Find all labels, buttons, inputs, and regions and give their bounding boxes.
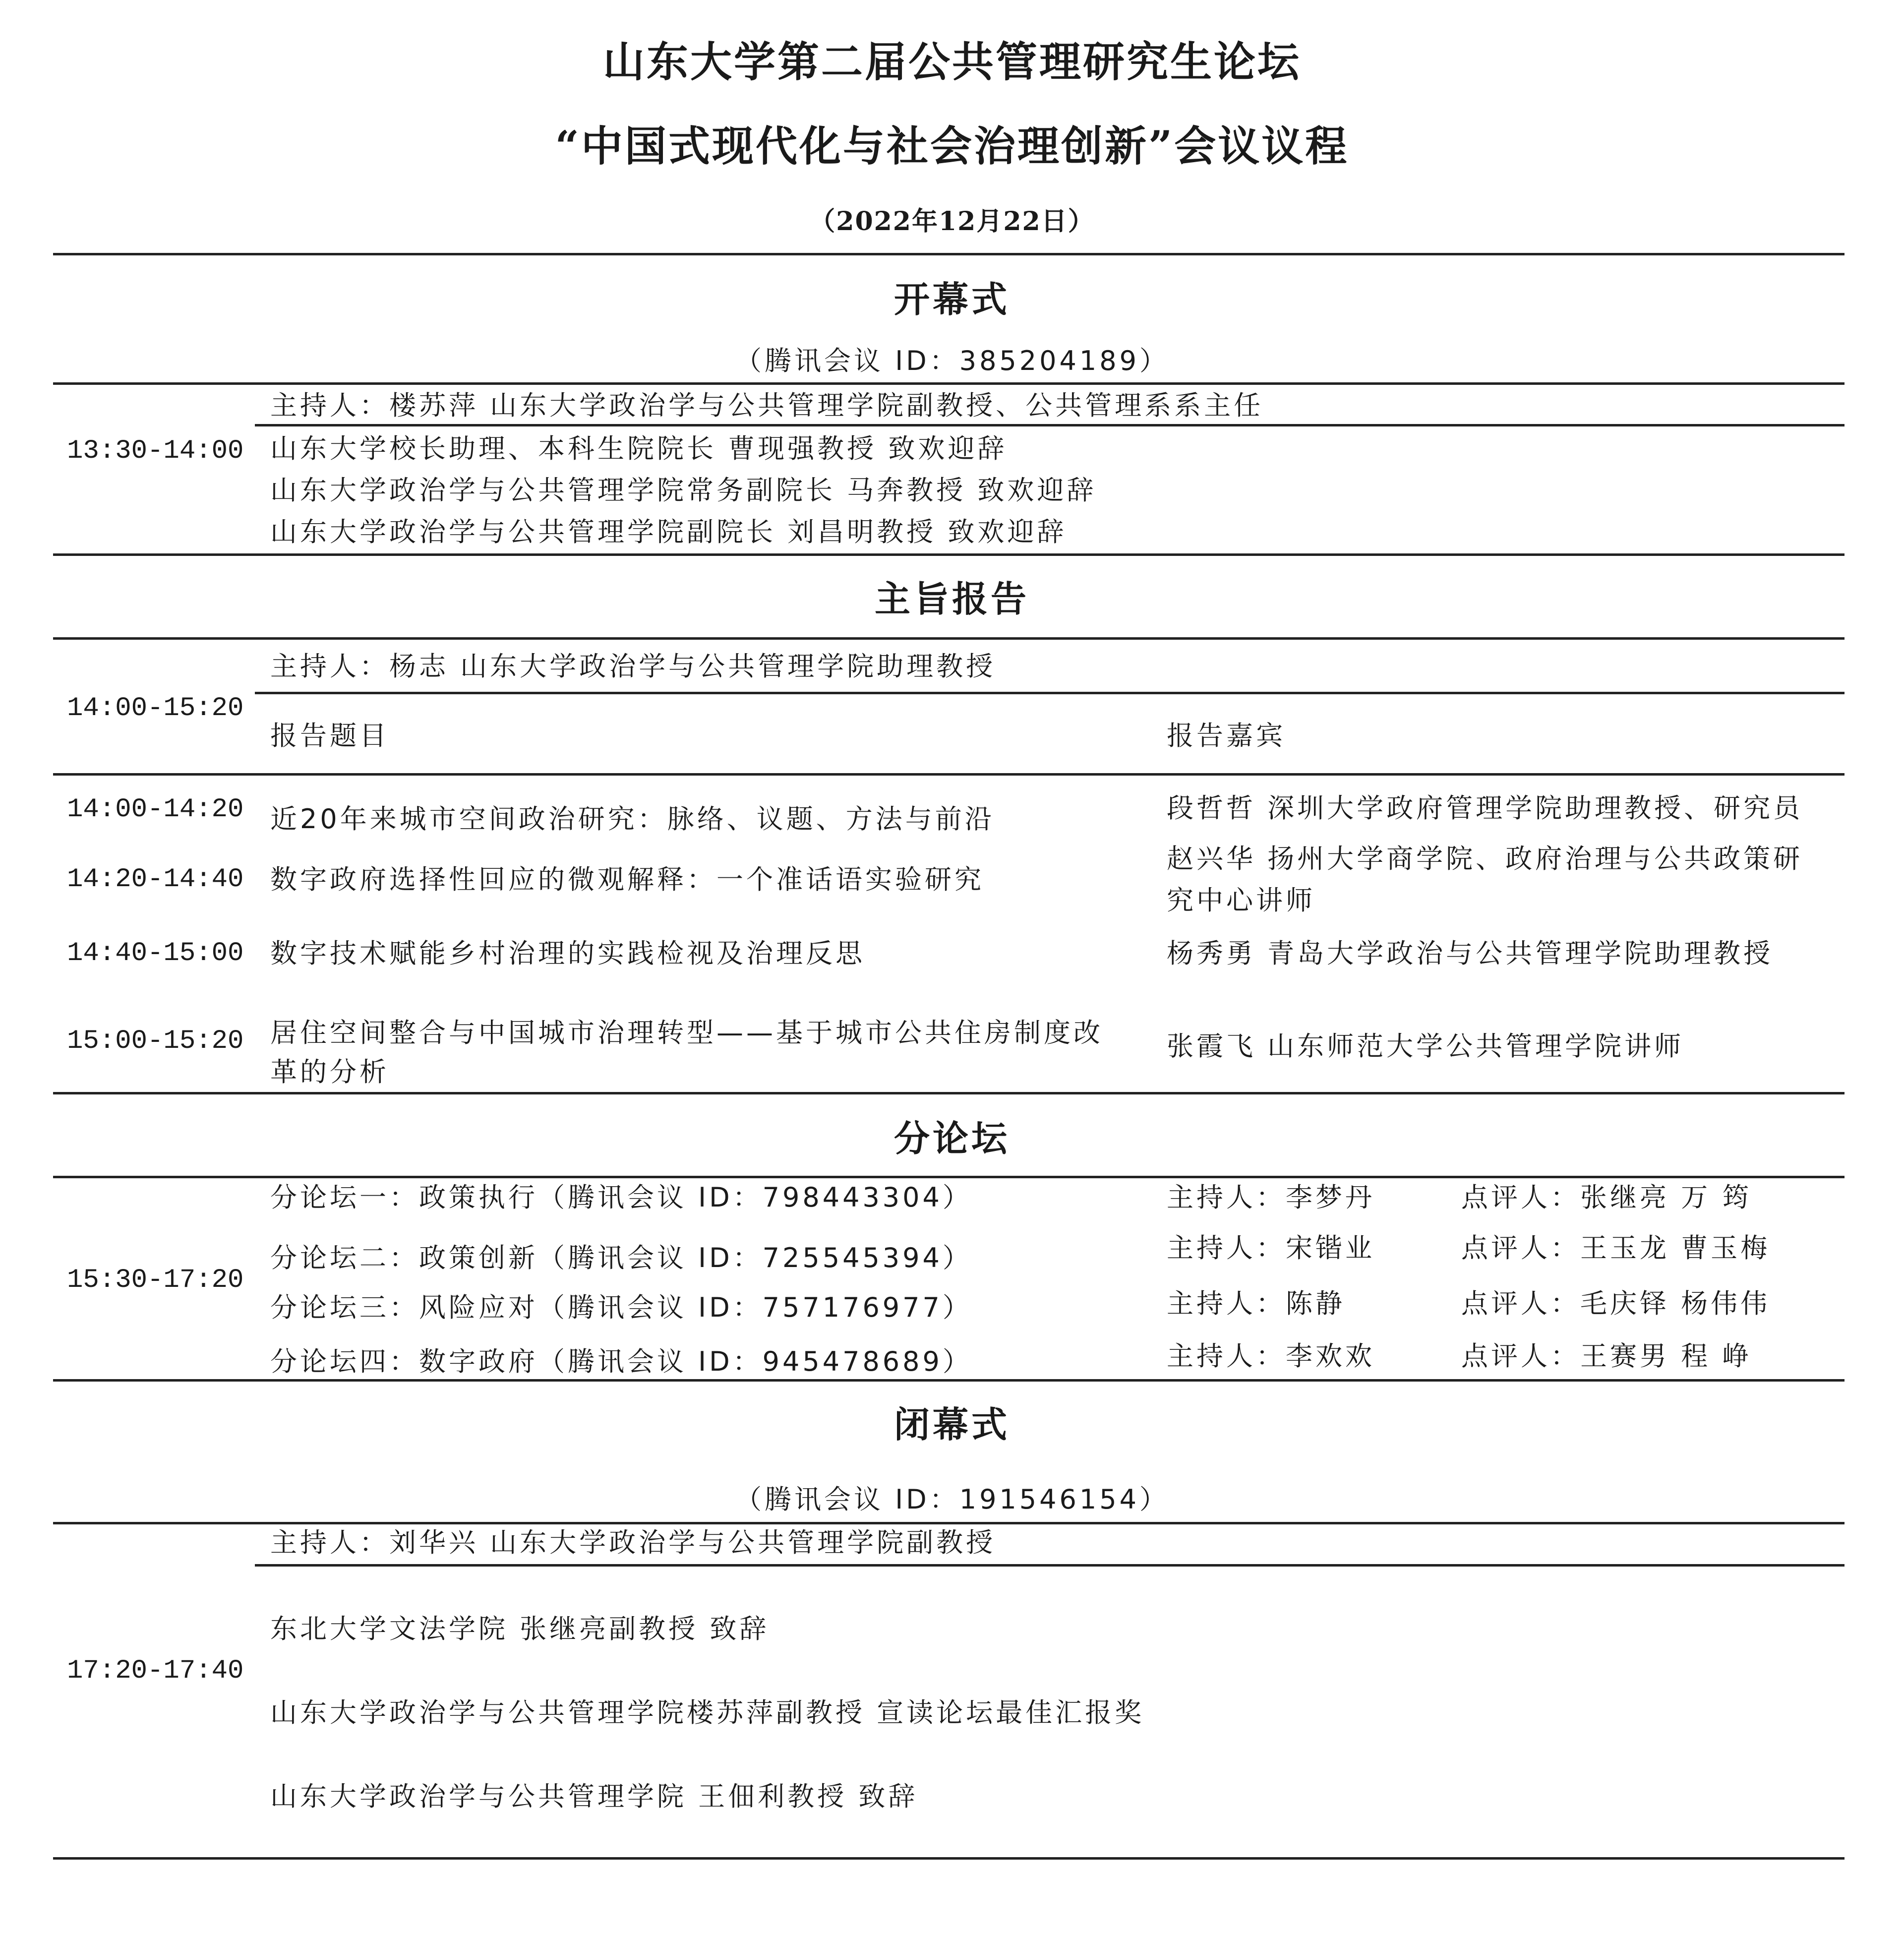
section-heading: 开幕式 [893, 278, 1010, 320]
talk-speaker-cont: 究中心讲师 [1167, 885, 1315, 916]
forum-host: 主持人：宋锴业 [1167, 1232, 1375, 1264]
talk-time: 15:00-15:20 [67, 1026, 244, 1056]
forum-reviewers: 点评人：张继亮 万 筠 [1461, 1182, 1752, 1213]
talk-time: 14:40-15:00 [67, 938, 244, 968]
section-heading: 主旨报告 [874, 578, 1029, 620]
divider [53, 382, 1844, 385]
forum-name: 分论坛二：政策创新（腾讯会议 ID：725545394） [270, 1242, 972, 1273]
talk-topic: 近20年来城市空间政治研究：脉络、议题、方法与前沿 [270, 803, 995, 835]
talk-topic: 数字政府选择性回应的微观解释：一个准话语实验研究 [270, 864, 984, 895]
divider [53, 553, 1844, 556]
talk-speaker: 张霞飞 山东师范大学公共管理学院讲师 [1167, 1030, 1684, 1062]
time-slot: 15:30-17:20 [67, 1265, 244, 1295]
forum-name: 分论坛一：政策执行（腾讯会议 ID：798443304） [270, 1182, 972, 1213]
talk-speaker: 段哲哲 深圳大学政府管理学院助理教授、研究员 [1167, 792, 1803, 824]
meeting-id: （腾讯会议 ID：191546154） [735, 1484, 1169, 1515]
divider [53, 1857, 1844, 1860]
forum-name: 分论坛四：数字政府（腾讯会议 ID：945478689） [270, 1346, 972, 1377]
divider [53, 1379, 1844, 1382]
talk-time: 14:20-14:40 [67, 864, 244, 895]
speech-item: 山东大学政治学与公共管理学院常务副院长 马奔教授 致欢迎辞 [270, 475, 1097, 506]
forum-host: 主持人：陈静 [1167, 1288, 1345, 1319]
time-slot: 14:00-15:20 [67, 693, 244, 724]
time-slot: 13:30-14:00 [67, 436, 244, 466]
divider [53, 1522, 1844, 1524]
meeting-id: （腾讯会议 ID：385204189） [735, 345, 1169, 376]
speech-item: 山东大学政治学与公共管理学院 王佃利教授 致辞 [270, 1781, 918, 1812]
divider [255, 1564, 1844, 1567]
talk-speaker: 杨秀勇 青岛大学政治与公共管理学院助理教授 [1167, 938, 1774, 969]
divider [53, 1092, 1844, 1094]
forum-host: 主持人：李梦丹 [1167, 1182, 1375, 1213]
talk-topic: 居住空间整合与中国城市治理转型——基于城市公共住房制度改 [270, 1017, 1103, 1048]
title-line-2: “中国式现代化与社会治理创新”会议议程 [555, 121, 1349, 171]
forum-reviewers: 点评人：毛庆铎 杨伟伟 [1461, 1288, 1771, 1319]
divider [53, 773, 1844, 776]
forum-reviewers: 点评人：王玉龙 曹玉梅 [1461, 1232, 1771, 1264]
talk-time: 14:00-14:20 [67, 794, 244, 825]
speech-item: 山东大学政治学与公共管理学院副院长 刘昌明教授 致欢迎辞 [270, 516, 1067, 547]
divider [255, 424, 1844, 426]
divider [255, 692, 1844, 694]
forum-name: 分论坛三：风险应对（腾讯会议 ID：757176977） [270, 1292, 972, 1323]
column-header-topic: 报告题目 [270, 720, 389, 751]
divider [53, 253, 1844, 255]
speech-item: 山东大学政治学与公共管理学院楼苏萍副教授 宣读论坛最佳汇报奖 [270, 1697, 1145, 1728]
host: 主持人：楼苏萍 山东大学政治学与公共管理学院副教授、公共管理系系主任 [270, 390, 1264, 421]
speech-item: 东北大学文法学院 张继亮副教授 致辞 [270, 1613, 770, 1644]
forum-host: 主持人：李欢欢 [1167, 1340, 1375, 1372]
section-heading: 闭幕式 [893, 1403, 1010, 1446]
speech-item: 山东大学校长助理、本科生院院长 曹现强教授 致欢迎辞 [270, 433, 1008, 464]
section-heading: 分论坛 [893, 1117, 1010, 1159]
divider [53, 1176, 1844, 1178]
time-slot: 17:20-17:40 [67, 1656, 244, 1686]
talk-speaker: 赵兴华 扬州大学商学院、政府治理与公共政策研 [1167, 843, 1803, 874]
talk-topic: 数字技术赋能乡村治理的实践检视及治理反思 [270, 938, 865, 969]
host: 主持人：刘华兴 山东大学政治学与公共管理学院副教授 [270, 1527, 996, 1558]
host: 主持人：杨志 山东大学政治学与公共管理学院助理教授 [270, 651, 996, 682]
talk-topic-cont: 革的分析 [270, 1056, 389, 1088]
forum-reviewers: 点评人：王赛男 程 峥 [1461, 1340, 1752, 1372]
divider [53, 637, 1844, 640]
title-line-1: 山东大学第二届公共管理研究生论坛 [602, 37, 1301, 86]
date: （2022年12月22日） [809, 206, 1095, 237]
column-header-speaker: 报告嘉宾 [1167, 720, 1286, 751]
